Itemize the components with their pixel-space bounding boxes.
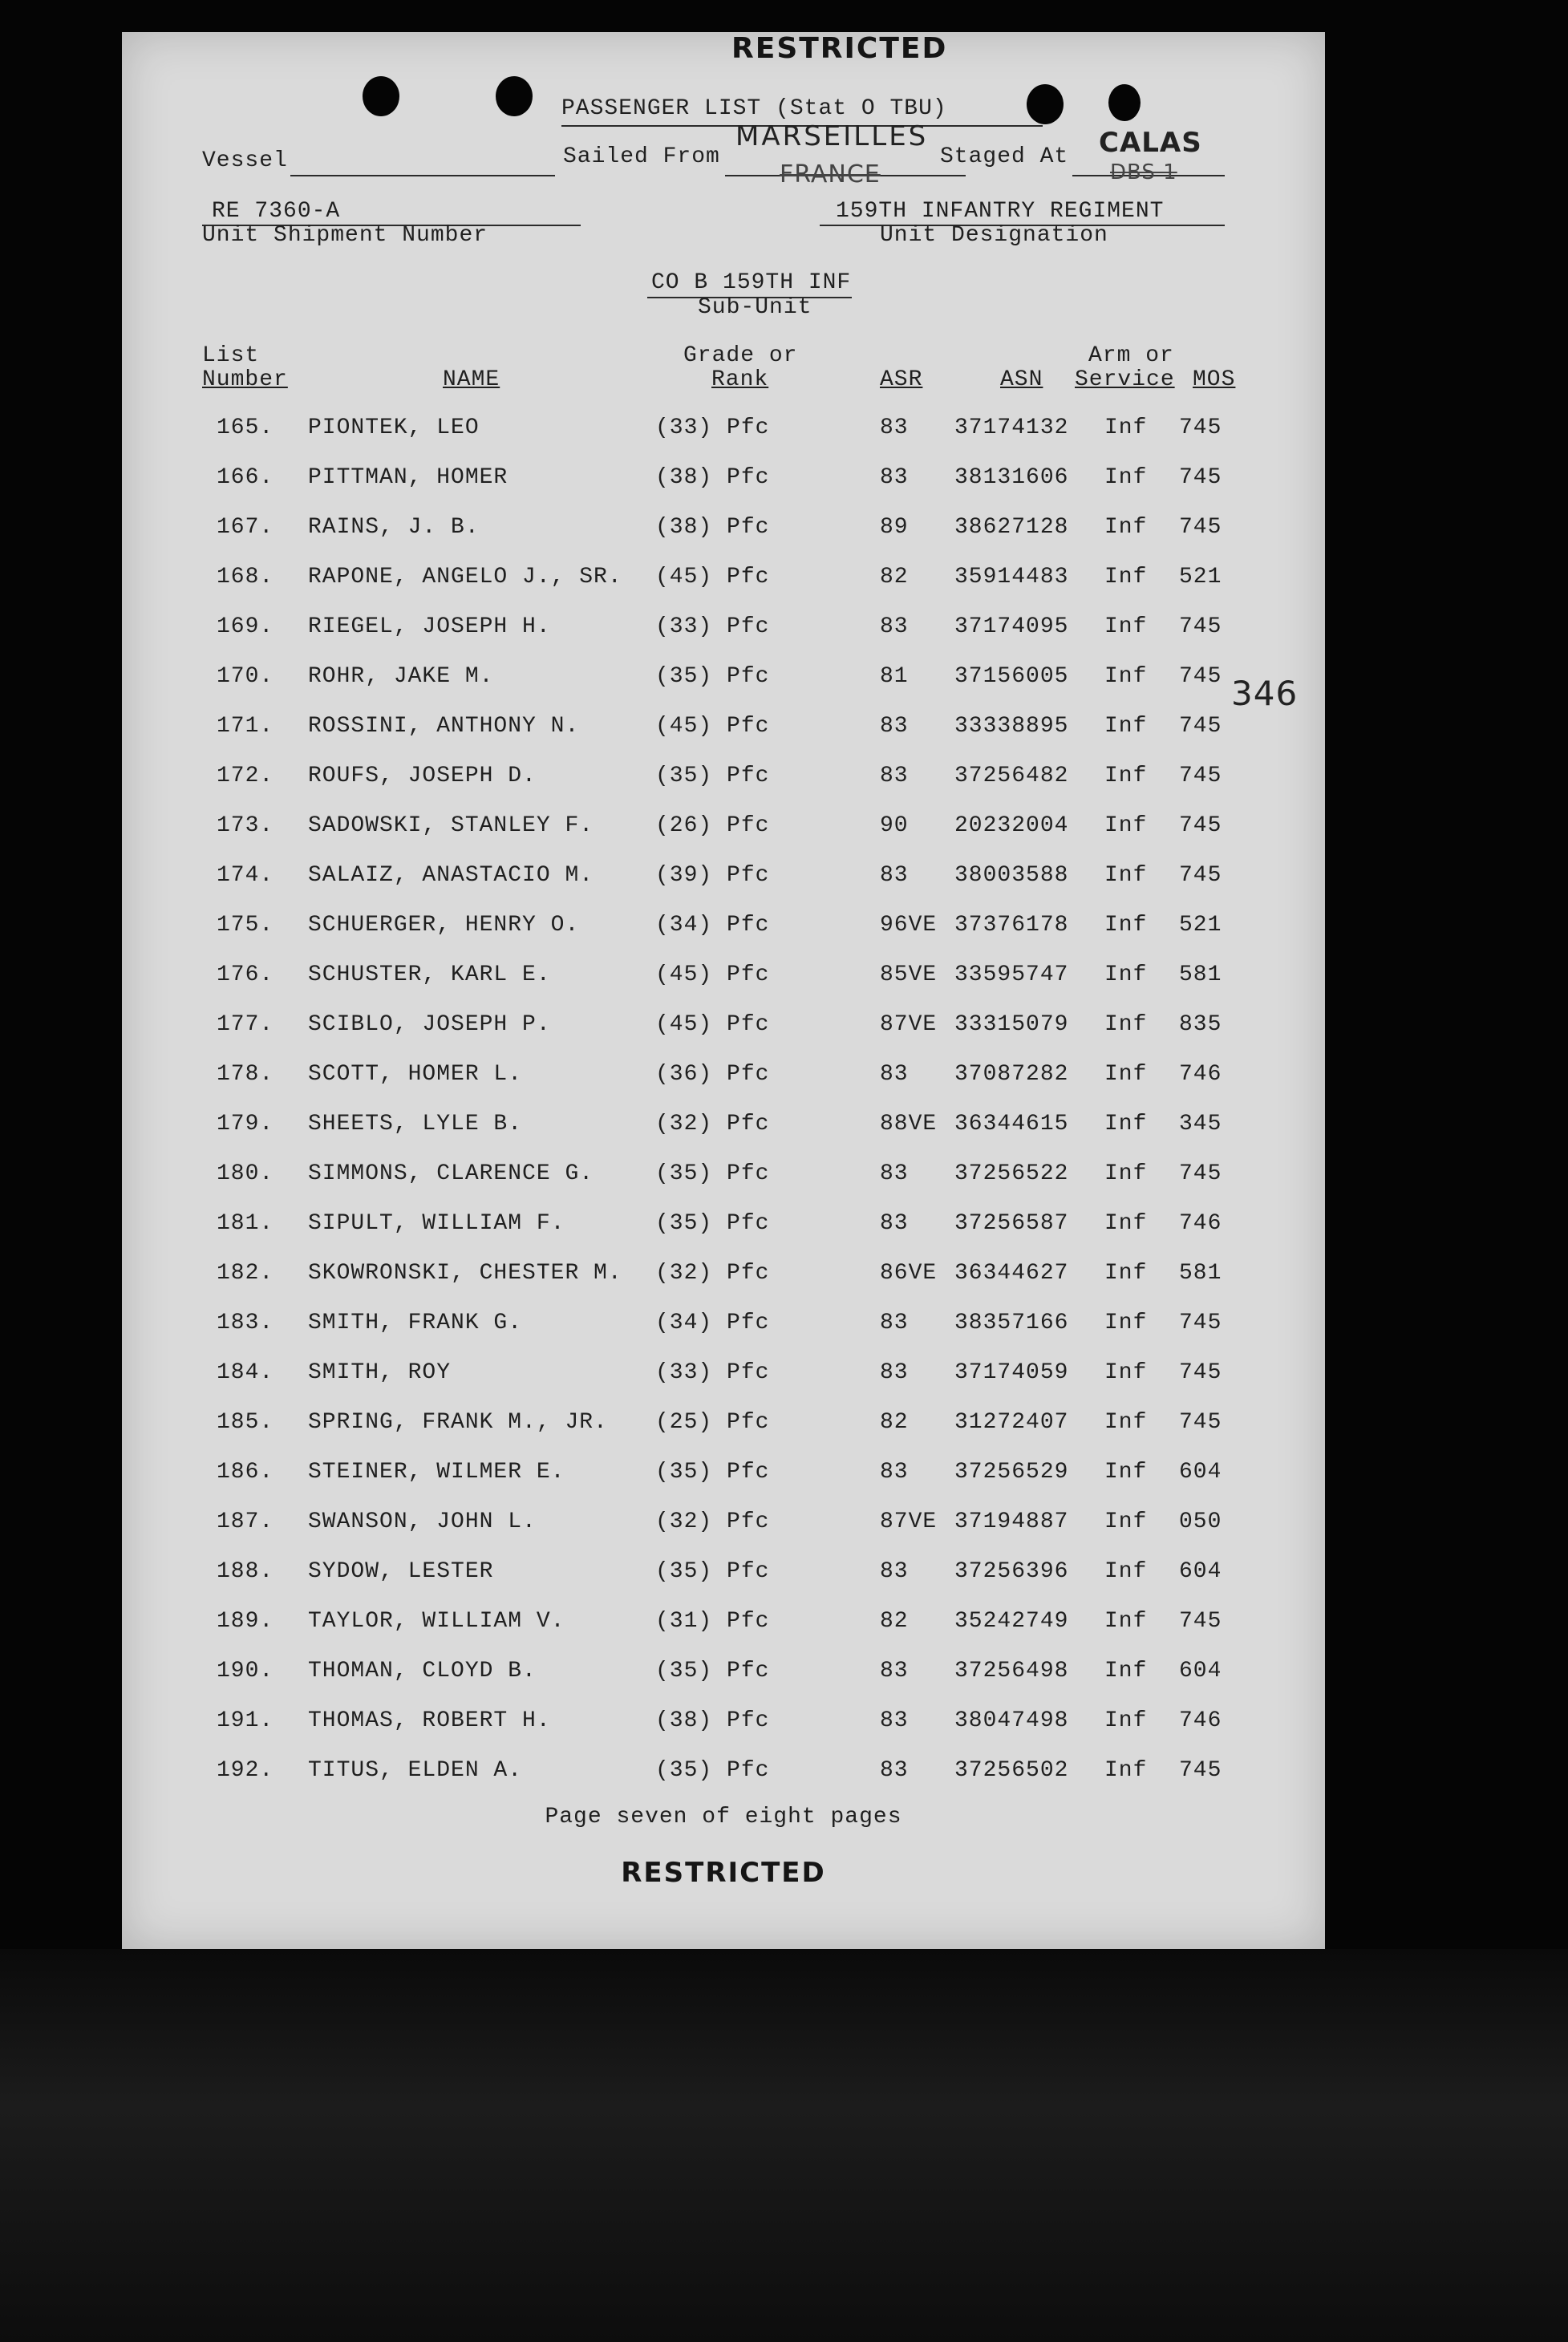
row-number: 171.: [217, 714, 274, 739]
row-number: 181.: [217, 1211, 274, 1236]
row-asn: 31272407: [954, 1410, 1069, 1435]
row-mos: 050: [1179, 1509, 1222, 1534]
col-name: NAME: [443, 367, 500, 392]
row-mos: 746: [1179, 1708, 1222, 1733]
table-row: [122, 1161, 1325, 1193]
table-row: [122, 415, 1325, 448]
unit-shipment-label: Unit Shipment Number: [202, 223, 488, 248]
table-row: [122, 1261, 1325, 1293]
row-number: 190.: [217, 1659, 274, 1684]
row-grade: (38) Pfc: [655, 515, 770, 540]
row-grade: (35) Pfc: [655, 1460, 770, 1485]
row-number: 191.: [217, 1708, 274, 1733]
sub-unit-value: CO B 159TH INF: [651, 270, 852, 295]
staged-at-value: CALAS: [1099, 127, 1202, 159]
row-asr: 83: [880, 714, 909, 739]
punch-hole-2: [496, 76, 533, 116]
row-asr: 83: [880, 1559, 909, 1584]
row-name: SADOWSKI, STANLEY F.: [308, 813, 594, 838]
row-asn: 33315079: [954, 1012, 1069, 1037]
row-arm: Inf: [1104, 1112, 1148, 1137]
row-asr: 83: [880, 614, 909, 639]
row-name: SMITH, FRANK G.: [308, 1311, 523, 1335]
row-arm: Inf: [1104, 714, 1148, 739]
row-asn: 38047498: [954, 1708, 1069, 1733]
row-name: ROHR, JAKE M.: [308, 664, 494, 689]
row-asr: 90: [880, 813, 909, 838]
row-number: 173.: [217, 813, 274, 838]
row-asn: 37376178: [954, 913, 1069, 938]
row-grade: (38) Pfc: [655, 1708, 770, 1733]
table-row: [122, 614, 1325, 646]
row-mos: 604: [1179, 1559, 1222, 1584]
col-grade-line1: Grade or: [683, 343, 798, 368]
col-arm-line1: Arm or: [1088, 343, 1174, 368]
row-mos: 745: [1179, 465, 1222, 490]
col-grade-line2: Rank: [711, 367, 769, 392]
row-asr: 83: [880, 1161, 909, 1186]
row-mos: 745: [1179, 415, 1222, 440]
table-row: [122, 515, 1325, 547]
row-arm: Inf: [1104, 1012, 1148, 1037]
staged-at-struck: DBS 1: [1110, 160, 1177, 184]
row-arm: Inf: [1104, 1360, 1148, 1385]
unit-shipment-value: RE 7360-A: [212, 199, 341, 224]
row-mos: 745: [1179, 1311, 1222, 1335]
row-number: 192.: [217, 1758, 274, 1783]
table-row: [122, 1460, 1325, 1492]
row-grade: (34) Pfc: [655, 913, 770, 938]
row-name: SWANSON, JOHN L.: [308, 1509, 537, 1534]
sailed-from-struck: FRANCE: [780, 160, 881, 188]
row-grade: (35) Pfc: [655, 1758, 770, 1783]
row-number: 188.: [217, 1559, 274, 1584]
row-asn: 38627128: [954, 515, 1069, 540]
row-number: 183.: [217, 1311, 274, 1335]
row-arm: Inf: [1104, 465, 1148, 490]
table-row: [122, 1708, 1325, 1740]
row-name: RAINS, J. B.: [308, 515, 480, 540]
row-asn: 37156005: [954, 664, 1069, 689]
row-name: PIONTEK, LEO: [308, 415, 480, 440]
row-name: SMITH, ROY: [308, 1360, 452, 1385]
row-name: SYDOW, LESTER: [308, 1559, 494, 1584]
row-name: SPRING, FRANK M., JR.: [308, 1410, 608, 1435]
table-row: [122, 1062, 1325, 1094]
table-row: [122, 1410, 1325, 1442]
row-grade: (33) Pfc: [655, 1360, 770, 1385]
row-asn: 37174059: [954, 1360, 1069, 1385]
row-grade: (35) Pfc: [655, 1559, 770, 1584]
row-mos: 745: [1179, 1360, 1222, 1385]
vessel-label: Vessel: [202, 148, 288, 173]
row-arm: Inf: [1104, 1311, 1148, 1335]
row-asr: 83: [880, 1460, 909, 1485]
row-mos: 521: [1179, 565, 1222, 590]
row-arm: Inf: [1104, 1509, 1148, 1534]
row-name: RIEGEL, JOSEPH H.: [308, 614, 551, 639]
row-mos: 604: [1179, 1460, 1222, 1485]
row-name: RAPONE, ANGELO J., SR.: [308, 565, 622, 590]
restricted-stamp-top: RESTRICTED: [731, 32, 948, 65]
sub-unit-label: Sub-Unit: [698, 295, 812, 320]
unit-designation-label: Unit Designation: [880, 223, 1108, 248]
row-number: 184.: [217, 1360, 274, 1385]
table-row: [122, 1311, 1325, 1343]
row-number: 176.: [217, 962, 274, 987]
page-note: Page seven of eight pages: [545, 1805, 902, 1829]
row-name: SHEETS, LYLE B.: [308, 1112, 523, 1137]
row-grade: (35) Pfc: [655, 1161, 770, 1186]
col-asr: ASR: [880, 367, 923, 392]
table-row: [122, 913, 1325, 945]
row-grade: (26) Pfc: [655, 813, 770, 838]
row-mos: 745: [1179, 664, 1222, 689]
row-mos: 745: [1179, 1609, 1222, 1634]
row-asr: 83: [880, 1062, 909, 1087]
table-row: [122, 1659, 1325, 1691]
form-title: PASSENGER LIST (Stat O TBU): [561, 96, 947, 121]
row-asr: 83: [880, 1211, 909, 1236]
row-asn: 37087282: [954, 1062, 1069, 1087]
table-row: [122, 465, 1325, 497]
row-grade: (31) Pfc: [655, 1609, 770, 1634]
row-grade: (45) Pfc: [655, 565, 770, 590]
row-arm: Inf: [1104, 764, 1148, 788]
row-arm: Inf: [1104, 614, 1148, 639]
col-list-line2: Number: [202, 367, 288, 392]
row-arm: Inf: [1104, 913, 1148, 938]
row-number: 177.: [217, 1012, 274, 1037]
row-asn: 33595747: [954, 962, 1069, 987]
row-name: SCOTT, HOMER L.: [308, 1062, 523, 1087]
row-grade: (45) Pfc: [655, 1012, 770, 1037]
punch-hole-3: [1027, 84, 1064, 124]
row-grade: (32) Pfc: [655, 1509, 770, 1534]
row-asn: 35914483: [954, 565, 1069, 590]
row-name: SCHUERGER, HENRY O.: [308, 913, 580, 938]
table-row: [122, 1211, 1325, 1243]
row-asr: 82: [880, 565, 909, 590]
table-row: [122, 714, 1325, 746]
col-mos: MOS: [1193, 367, 1236, 392]
punch-hole-4: [1108, 84, 1141, 121]
row-arm: Inf: [1104, 515, 1148, 540]
row-asn: 36344615: [954, 1112, 1069, 1137]
row-mos: 604: [1179, 1659, 1222, 1684]
row-asr: 83: [880, 1360, 909, 1385]
row-asn: 37174095: [954, 614, 1069, 639]
sailed-from-label: Sailed From: [563, 144, 720, 169]
row-arm: Inf: [1104, 1559, 1148, 1584]
table-row: [122, 1609, 1325, 1641]
row-number: 187.: [217, 1509, 274, 1534]
row-number: 172.: [217, 764, 274, 788]
scan-background: [0, 1949, 1568, 2342]
row-mos: 745: [1179, 515, 1222, 540]
row-asr: 83: [880, 1311, 909, 1335]
row-grade: (45) Pfc: [655, 962, 770, 987]
row-number: 168.: [217, 565, 274, 590]
row-grade: (38) Pfc: [655, 465, 770, 490]
row-grade: (39) Pfc: [655, 863, 770, 888]
row-asr: 85VE: [880, 962, 938, 987]
row-asr: 83: [880, 1708, 909, 1733]
row-name: SKOWRONSKI, CHESTER M.: [308, 1261, 622, 1286]
row-arm: Inf: [1104, 1410, 1148, 1435]
row-mos: 745: [1179, 614, 1222, 639]
row-asn: 36344627: [954, 1261, 1069, 1286]
row-asr: 83: [880, 764, 909, 788]
row-arm: Inf: [1104, 1161, 1148, 1186]
row-grade: (35) Pfc: [655, 764, 770, 788]
row-asn: 38003588: [954, 863, 1069, 888]
row-mos: 745: [1179, 813, 1222, 838]
row-grade: (33) Pfc: [655, 415, 770, 440]
row-arm: Inf: [1104, 813, 1148, 838]
row-name: STEINER, WILMER E.: [308, 1460, 565, 1485]
table-row: [122, 1509, 1325, 1542]
row-asn: 38131606: [954, 465, 1069, 490]
row-grade: (45) Pfc: [655, 714, 770, 739]
row-arm: Inf: [1104, 1062, 1148, 1087]
row-grade: (25) Pfc: [655, 1410, 770, 1435]
row-asr: 87VE: [880, 1509, 938, 1534]
row-name: SIMMONS, CLARENCE G.: [308, 1161, 594, 1186]
row-grade: (34) Pfc: [655, 1311, 770, 1335]
restricted-stamp-bottom: RESTRICTED: [621, 1857, 826, 1889]
row-arm: Inf: [1104, 1758, 1148, 1783]
row-asn: 37256522: [954, 1161, 1069, 1186]
row-asn: 35242749: [954, 1609, 1069, 1634]
row-grade: (33) Pfc: [655, 614, 770, 639]
row-asn: 38357166: [954, 1311, 1069, 1335]
table-row: [122, 565, 1325, 597]
row-asn: 33338895: [954, 714, 1069, 739]
row-number: 169.: [217, 614, 274, 639]
row-asr: 81: [880, 664, 909, 689]
row-asr: 86VE: [880, 1261, 938, 1286]
row-asr: 88VE: [880, 1112, 938, 1137]
row-asn: 37256587: [954, 1211, 1069, 1236]
row-number: 167.: [217, 515, 274, 540]
row-asn: 20232004: [954, 813, 1069, 838]
row-arm: Inf: [1104, 1261, 1148, 1286]
row-number: 174.: [217, 863, 274, 888]
row-name: SIPULT, WILLIAM F.: [308, 1211, 565, 1236]
row-mos: 746: [1179, 1062, 1222, 1087]
row-number: 166.: [217, 465, 274, 490]
row-mos: 345: [1179, 1112, 1222, 1137]
row-mos: 581: [1179, 962, 1222, 987]
row-arm: Inf: [1104, 664, 1148, 689]
row-number: 175.: [217, 913, 274, 938]
row-name: THOMAN, CLOYD B.: [308, 1659, 537, 1684]
row-mos: 745: [1179, 714, 1222, 739]
row-mos: 745: [1179, 764, 1222, 788]
table-row: [122, 1112, 1325, 1144]
row-asn: 37174132: [954, 415, 1069, 440]
row-asr: 83: [880, 863, 909, 888]
row-asn: 37256482: [954, 764, 1069, 788]
row-number: 170.: [217, 664, 274, 689]
row-grade: (35) Pfc: [655, 1659, 770, 1684]
row-name: ROUFS, JOSEPH D.: [308, 764, 537, 788]
vessel-underline: [290, 175, 555, 176]
row-name: TAYLOR, WILLIAM V.: [308, 1609, 565, 1634]
row-mos: 745: [1179, 1758, 1222, 1783]
row-asr: 87VE: [880, 1012, 938, 1037]
table-row: [122, 1360, 1325, 1392]
punch-hole-1: [363, 76, 399, 116]
table-row: [122, 764, 1325, 796]
row-arm: Inf: [1104, 565, 1148, 590]
row-number: 185.: [217, 1410, 274, 1435]
row-number: 182.: [217, 1261, 274, 1286]
row-number: 180.: [217, 1161, 274, 1186]
row-number: 165.: [217, 415, 274, 440]
row-asn: 37256396: [954, 1559, 1069, 1584]
row-asn: 37256502: [954, 1758, 1069, 1783]
row-name: SALAIZ, ANASTACIO M.: [308, 863, 594, 888]
row-mos: 835: [1179, 1012, 1222, 1037]
row-number: 189.: [217, 1609, 274, 1634]
margin-page-number: 346: [1231, 674, 1299, 713]
staged-at-label: Staged At: [940, 144, 1069, 169]
row-arm: Inf: [1104, 962, 1148, 987]
document-page: [122, 32, 1325, 1949]
row-asr: 83: [880, 1659, 909, 1684]
table-row: [122, 1559, 1325, 1591]
row-grade: (36) Pfc: [655, 1062, 770, 1087]
row-grade: (32) Pfc: [655, 1261, 770, 1286]
row-grade: (35) Pfc: [655, 1211, 770, 1236]
row-name: ROSSINI, ANTHONY N.: [308, 714, 580, 739]
row-asr: 89: [880, 515, 909, 540]
row-grade: (35) Pfc: [655, 664, 770, 689]
table-row: [122, 962, 1325, 995]
row-grade: (32) Pfc: [655, 1112, 770, 1137]
unit-designation-value: 159TH INFANTRY REGIMENT: [836, 199, 1165, 224]
row-asr: 82: [880, 1410, 909, 1435]
row-arm: Inf: [1104, 415, 1148, 440]
row-asr: 96VE: [880, 913, 938, 938]
row-number: 178.: [217, 1062, 274, 1087]
row-arm: Inf: [1104, 1211, 1148, 1236]
row-name: SCIBLO, JOSEPH P.: [308, 1012, 551, 1037]
row-arm: Inf: [1104, 1460, 1148, 1485]
table-row: [122, 863, 1325, 895]
row-number: 186.: [217, 1460, 274, 1485]
row-asn: 37194887: [954, 1509, 1069, 1534]
col-arm-line2: Service: [1075, 367, 1175, 392]
row-arm: Inf: [1104, 1659, 1148, 1684]
row-asr: 83: [880, 415, 909, 440]
row-mos: 521: [1179, 913, 1222, 938]
row-mos: 745: [1179, 863, 1222, 888]
row-arm: Inf: [1104, 1708, 1148, 1733]
table-row: [122, 1758, 1325, 1790]
sailed-from-value: MARSEILLES: [735, 120, 929, 152]
row-name: TITUS, ELDEN A.: [308, 1758, 523, 1783]
row-arm: Inf: [1104, 863, 1148, 888]
row-arm: Inf: [1104, 1609, 1148, 1634]
table-row: [122, 1012, 1325, 1044]
col-list-line1: List: [202, 343, 260, 368]
col-asn: ASN: [1000, 367, 1043, 392]
row-asn: 37256498: [954, 1659, 1069, 1684]
row-mos: 581: [1179, 1261, 1222, 1286]
row-mos: 745: [1179, 1410, 1222, 1435]
row-name: PITTMAN, HOMER: [308, 465, 508, 490]
row-name: SCHUSTER, KARL E.: [308, 962, 551, 987]
table-row: [122, 813, 1325, 845]
row-asn: 37256529: [954, 1460, 1069, 1485]
row-number: 179.: [217, 1112, 274, 1137]
row-name: THOMAS, ROBERT H.: [308, 1708, 551, 1733]
row-mos: 746: [1179, 1211, 1222, 1236]
row-mos: 745: [1179, 1161, 1222, 1186]
table-row: [122, 664, 1325, 696]
row-asr: 83: [880, 1758, 909, 1783]
row-asr: 82: [880, 1609, 909, 1634]
row-asr: 83: [880, 465, 909, 490]
